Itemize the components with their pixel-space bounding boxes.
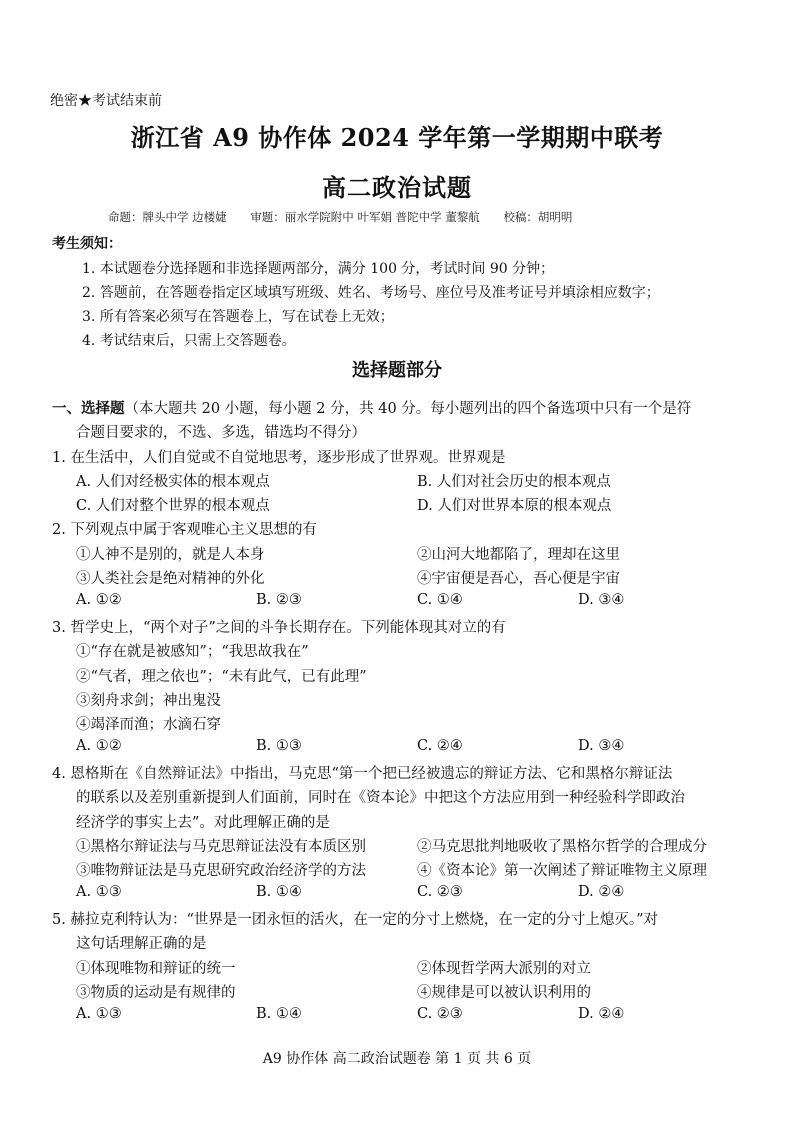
q4-option-d: D. ②④ [578,884,625,900]
notice-item: 3. 所有答案必须写在答题卷上，写在试卷上无效； [82,309,394,325]
exam-subtitle: 高二政治试题 [322,173,472,202]
notice-item: 1. 本试题卷分选择题和非选择题两部分，满分 100 分，考试时间 90 分钟； [82,261,555,277]
confidential-label: 绝密★考试结束前 [50,93,162,109]
part-label: 一、选择题 [52,400,125,417]
question-5-stem: 5. 赫拉克利特认为：“世界是一团永恒的活火，在一定的分寸上燃烧，在一定的分寸上熄灭。”对 [52,912,659,928]
q2-statement-1: ①人神不是别的，就是人本身 [76,547,265,563]
q5-statement-3: ③物质的运动是有规律的 [76,985,236,1001]
q4-option-b: B. ①④ [256,884,302,900]
question-4-stem: 4. 恩格斯在《自然辩证法》中指出，马克思“第一个把已经被遗忘的辩证方法、它和黑格尔辩证法 [52,766,673,782]
question-5-stem-cont: 这句话理解正确的是 [76,936,207,952]
q5-option-a: A. ①③ [76,1006,122,1022]
q5-option-d: D. ②④ [578,1006,625,1022]
notice-item: 4. 考试结束后，只需上交答题卷。 [82,333,296,349]
q5-statement-2: ②体现哲学两大派别的对立 [417,961,591,977]
q3-option-a: A. ①② [76,738,122,754]
question-4-stem-cont: 的联系以及差别重新提到人们面前，同时在《资本论》中把这个方法应用到一种经验科学即政治 [76,790,685,806]
q5-option-c: C. ②③ [417,1006,463,1022]
q2-statement-4: ④宇宙便是吾心，吾心便是宇宙 [417,571,620,587]
exam-title: 浙江省 A9 协作体 2024 学年第一学期期中联考 [130,123,664,152]
author-proofreader: 校稿：胡明明 [503,210,573,224]
q4-statement-2: ②马克思批判地吸收了黑格尔哲学的合理成分 [417,839,707,855]
notice-item: 2. 答题前，在答题卷指定区域填写班级、姓名、考场号、座位号及准考证号并填涂相应数字； [82,285,660,301]
page-footer: A9 协作体 高二政治试题卷 第 1 页 共 6 页 [262,1051,532,1067]
q2-option-d: D. ③④ [578,592,625,608]
q3-statement-2: ②“气者，理之依也”；“未有此气，已有此理” [76,669,367,685]
q3-option-b: B. ①③ [256,738,302,754]
q4-statement-1: ①黑格尔辩证法与马克思辩证法没有本质区别 [76,839,366,855]
author-setter: 命题：牌头中学 边楼婕 [108,210,227,224]
q3-option-c: C. ②④ [417,738,463,754]
q2-option-a: A. ①② [76,592,122,608]
q4-option-c: C. ②③ [417,884,463,900]
question-4-stem-cont: 经济学的事实上去”。对此理解正确的是 [76,815,330,831]
q2-statement-2: ②山河大地都陷了，理却在这里 [417,547,620,563]
q1-option-a: A. 人们对经极实体的根本观点 [76,474,270,490]
author-line [108,209,592,225]
q2-statement-3: ③人类社会是绝对精神的外化 [76,571,265,587]
author-reviewers: 审题：丽水学院附中 叶军娟 普陀中学 董黎航 [250,210,480,224]
q3-statement-1: ①“存在就是被感知”；“我思故我在” [76,644,309,660]
q2-option-b: B. ②③ [256,592,302,608]
q2-option-c: C. ①④ [417,592,463,608]
q3-option-d: D. ③④ [578,738,625,754]
part-desc: （本大题共 20 小题，每小题 2 分，共 40 分。每小题列出的四个备选项中只有一个是符 [124,401,692,417]
section-title: 选择题部分 [352,360,442,381]
q1-option-c: C. 人们对整个世界的根本观点 [76,498,270,514]
notice-title: 考生须知： [52,236,122,252]
q3-statement-3: ③刻舟求剑；神出鬼没 [76,693,221,709]
q4-statement-4: ④《资本论》第一次阐述了辩证唯物主义原理 [417,863,707,879]
q5-statement-4: ④规律是可以被认识利用的 [417,985,591,1001]
q1-option-b: B. 人们对社会历史的根本观点 [417,474,611,490]
part-desc-cont: 合题目要求的，不选、多选，错选均不得分） [76,425,366,441]
q4-option-a: A. ①③ [76,884,122,900]
part-header [52,397,691,418]
question-3-stem: 3. 哲学史上，“两个对子”之间的斗争长期存在。下列能体现其对立的有 [52,620,506,636]
q5-statement-1: ①体现唯物和辩证的统一 [76,961,236,977]
q3-statement-4: ④竭泽而渔；水滴石穿 [76,717,221,733]
question-1-stem: 1. 在生活中，人们自觉或不自觉地思考，逐步形成了世界观。世界观是 [52,450,506,466]
q5-option-b: B. ①④ [256,1006,302,1022]
q1-option-d: D. 人们对世界本原的根本观点 [417,498,612,514]
question-2-stem: 2. 下列观点中属于客观唯心主义思想的有 [52,522,317,538]
q4-statement-3: ③唯物辩证法是马克思研究政治经济学的方法 [76,863,366,879]
